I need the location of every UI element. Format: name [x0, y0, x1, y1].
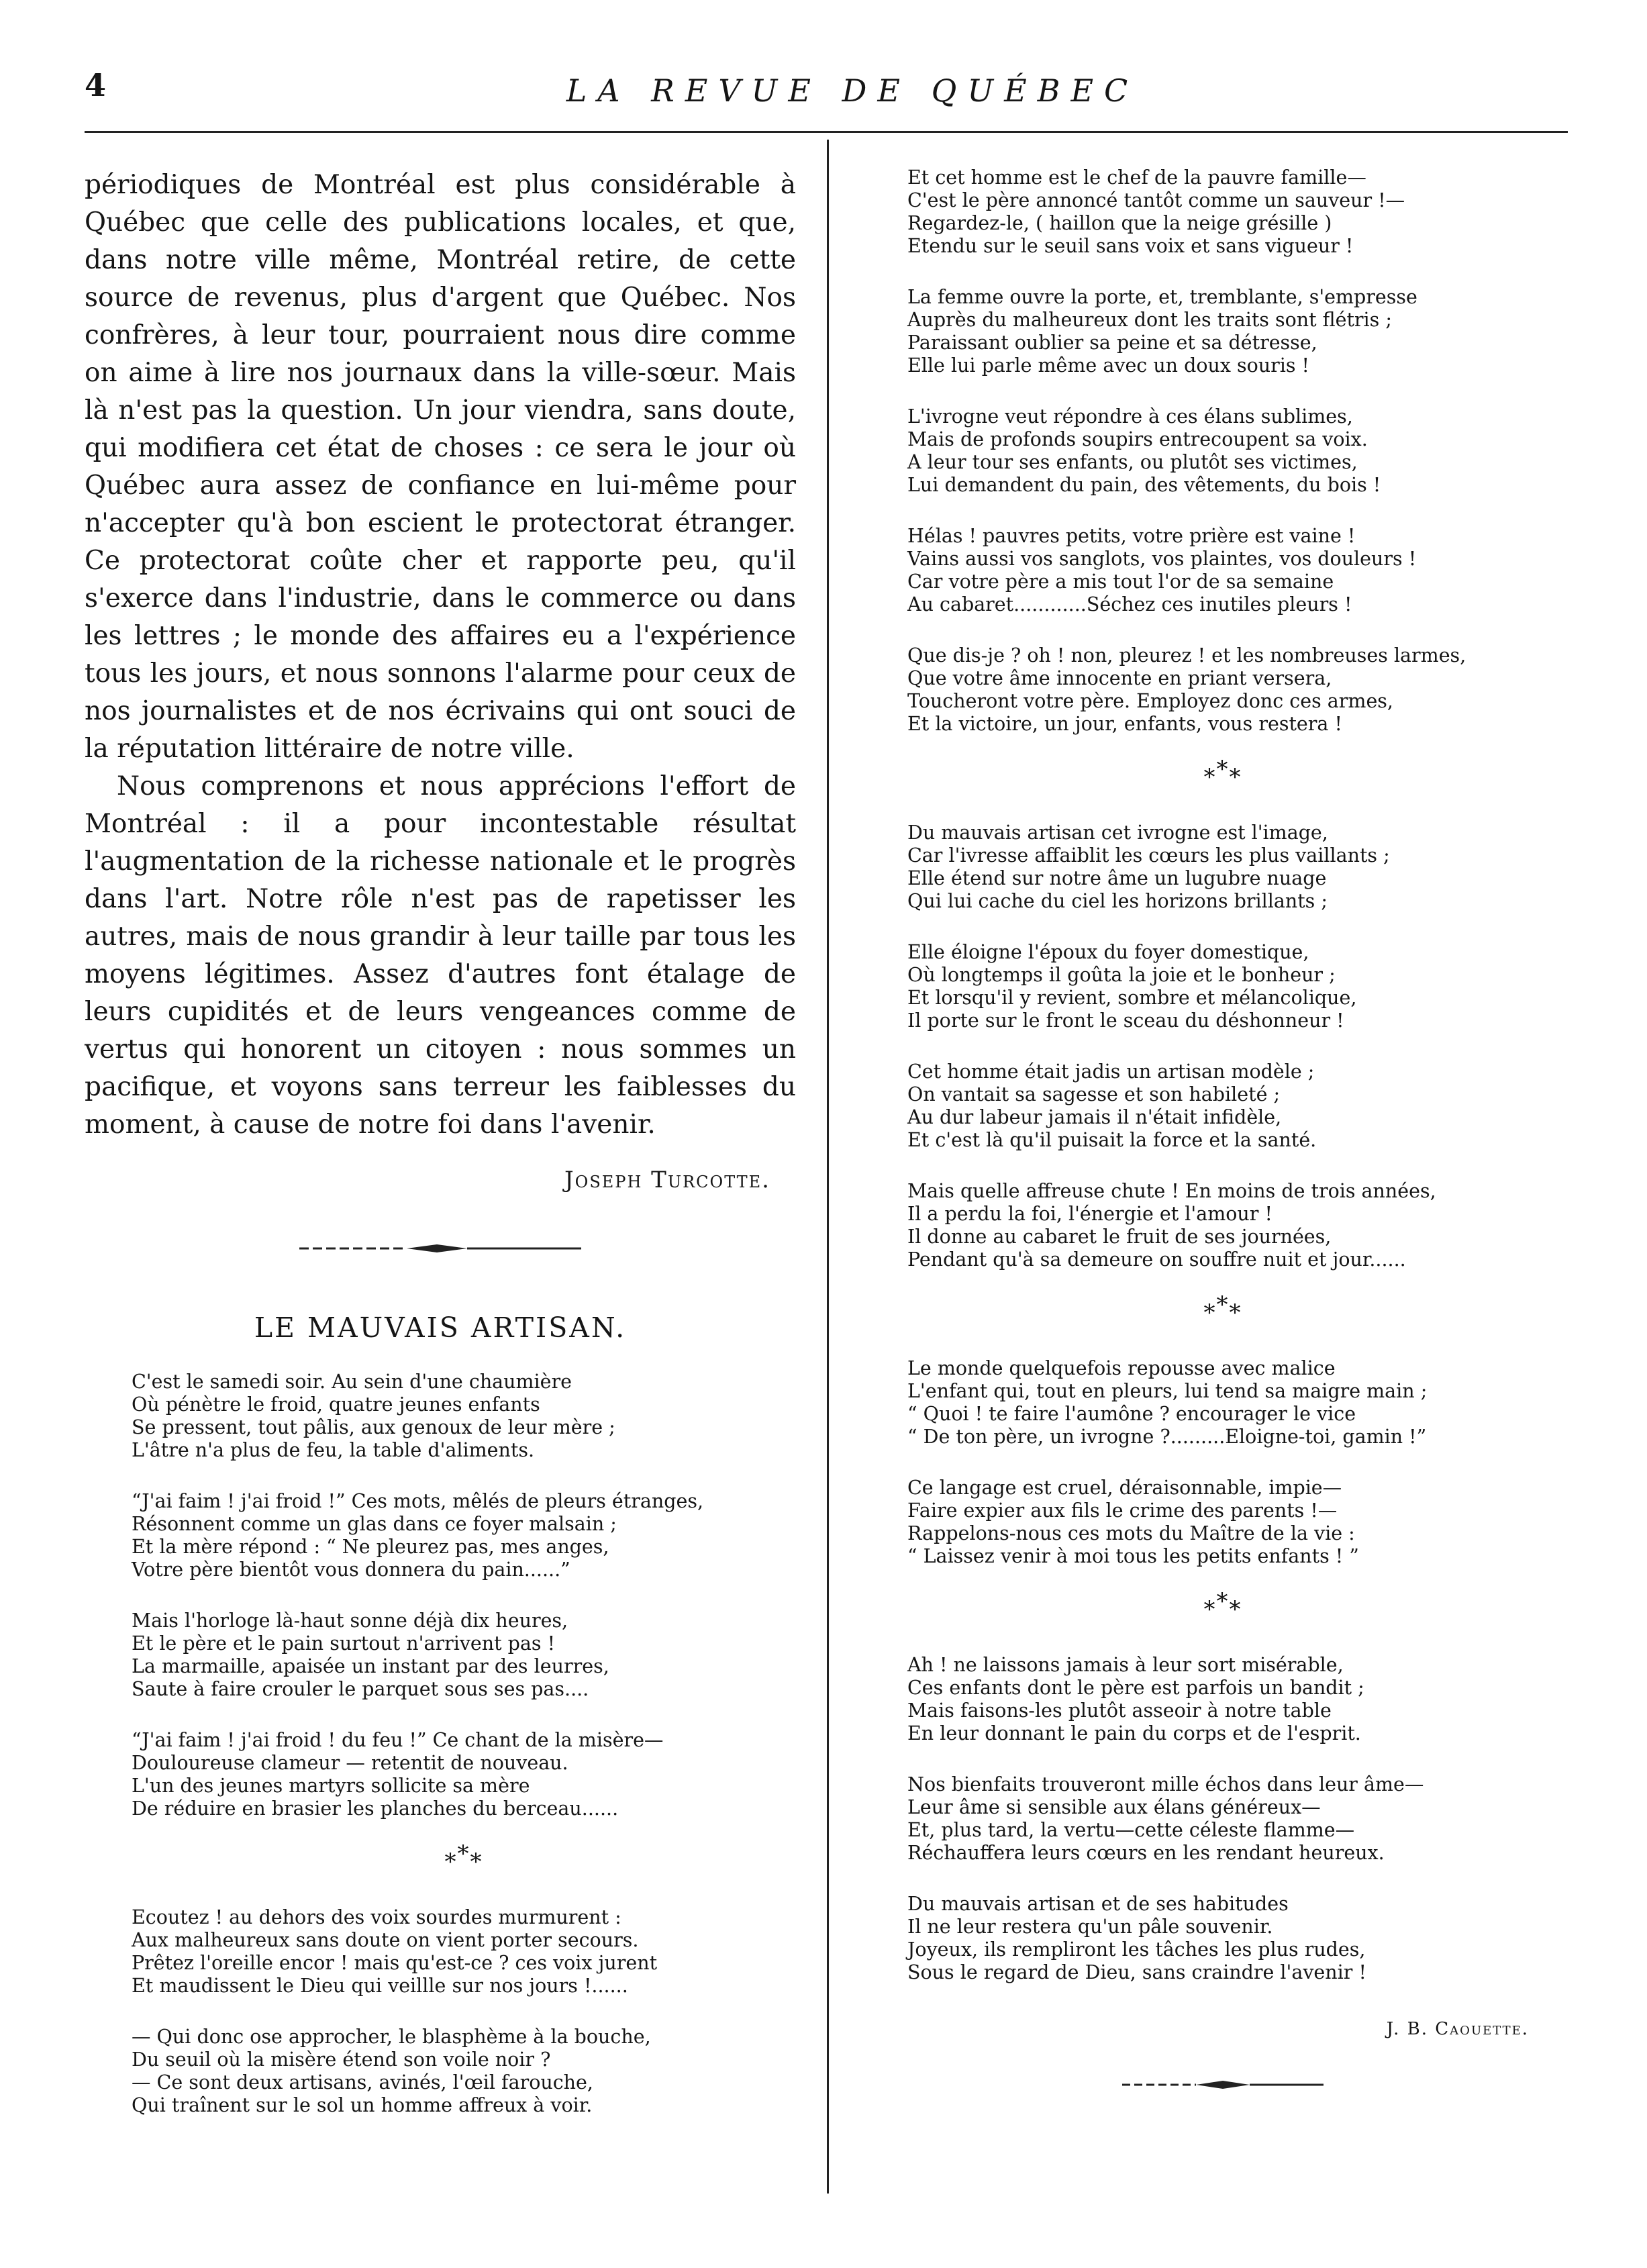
poem-line: Ah ! ne laissons jamais à leur sort misérable,	[907, 1654, 1344, 1676]
poem-line: Sous le regard de Dieu, sans craindre l'avenir !	[907, 1961, 1366, 1983]
poem-stanza	[132, 1906, 796, 1998]
poem-line: Saute à faire crouler le parquet sous ses pas....	[132, 1678, 589, 1700]
article-signature: Joseph Turcotte.	[564, 1167, 770, 1193]
poem-line: Se pressent, tout pâlis, aux genoux de leur mère ;	[132, 1416, 615, 1438]
poem-line: Elle lui parle même avec un doux souris !	[907, 354, 1310, 377]
poem-line: Mais quelle affreuse chute ! En moins de trois années,	[907, 1180, 1436, 1202]
poem-line: Où longtemps il goûta la joie et le bonheur ;	[907, 964, 1336, 986]
poem-line: “J'ai faim ! j'ai froid !” Ces mots, mêlés de pleurs étranges,	[132, 1490, 704, 1512]
poem-stanza	[907, 525, 1538, 616]
poem-line: — Ce sont deux artisans, avinés, l'œil farouche,	[132, 2071, 593, 2093]
poem-line: Que votre âme innocente en priant versera,	[907, 667, 1332, 689]
poem-stanza	[132, 1371, 796, 1462]
poem-line: — Qui donc ose approcher, le blasphème à la bouche,	[132, 2026, 651, 2048]
poem-line: De réduire en brasier les planches du berceau......	[132, 1797, 619, 1820]
poem-line: Et la mère répond : “ Ne pleurez pas, mes anges,	[132, 1536, 609, 1558]
poem-line: Ecoutez ! au dehors des voix sourdes murmurent :	[132, 1906, 621, 1928]
poem-line: Auprès du malheureux dont les traits sont flétris ;	[907, 309, 1392, 331]
asterism: ***	[1203, 1588, 1242, 1623]
poem-line: Le monde quelquefois repousse avec malice	[907, 1357, 1336, 1379]
poem-stanza	[907, 1180, 1538, 1271]
right-column	[907, 166, 1538, 2091]
poem-line: Il donne au cabaret le fruit de ses journées,	[907, 1226, 1332, 1248]
poem-line: Rappelons-nous ces mots du Maître de la vie :	[907, 1522, 1355, 1544]
poem-stanza	[907, 1773, 1538, 1865]
poem-line: Elle éloigne l'époux du foyer domestique,	[907, 941, 1309, 963]
poem-line: Au cabaret............Séchez ces inutiles pleurs !	[907, 593, 1352, 615]
poem-line: Et cet homme est le chef de la pauvre famille—	[907, 166, 1366, 189]
poem-line: Douloureuse clameur — retentit de nouveau.	[132, 1752, 568, 1774]
poem-line: Et, plus tard, la vertu—cette céleste flamme—	[907, 1819, 1355, 1841]
poem-line: Qui lui cache du ciel les horizons brillants ;	[907, 890, 1328, 912]
poem-line: Qui traînent sur le sol un homme affreux à voir.	[132, 2094, 593, 2116]
asterism: ***	[1203, 1291, 1242, 1326]
poem-line: Où pénètre le froid, quatre jeunes enfants	[132, 1393, 540, 1416]
poem-line: Faire expier aux fils le crime des parents !—	[907, 1499, 1338, 1522]
poem-stanza	[907, 1357, 1538, 1448]
poem-line: Regardez-le, ( haillon que la neige grésille )	[907, 212, 1332, 234]
poem-line: “ De ton père, un ivrogne ?.........Eloigne-toi, gamin !”	[907, 1426, 1427, 1448]
poem-line: En leur donnant le pain du corps et de l'esprit.	[907, 1722, 1361, 1744]
poem-line: L'ivrogne veut répondre à ces élans sublimes,	[907, 405, 1353, 428]
poem-stanza	[907, 1477, 1538, 1568]
poem-line: Etendu sur le seuil sans voix et sans vigueur !	[907, 235, 1354, 257]
poem-line: L'un des jeunes martyrs sollicite sa mère	[132, 1775, 530, 1797]
poem-line: Paraissant oublier sa peine et sa détresse,	[907, 332, 1317, 354]
poem-line: C'est le samedi soir. Au sein d'une chaumière	[132, 1371, 572, 1393]
poem-stanza	[907, 1893, 1538, 1984]
poem-line: Mais faisons-les plutôt asseoir à notre table	[907, 1699, 1332, 1722]
poem-line: La marmaille, apaisée un instant par des leurres,	[132, 1655, 609, 1677]
poem-stanza	[907, 166, 1538, 258]
poem-line: “ Laissez venir à moi tous les petits enfants ! ”	[907, 1545, 1359, 1567]
page-header	[0, 0, 1647, 141]
poem-line: Et le père et le pain surtout n'arrivent pas !	[132, 1632, 556, 1655]
poem-line: Ces enfants dont le père est parfois un bandit ;	[907, 1677, 1364, 1699]
poem-line: Vains aussi vos sanglots, vos plaintes, vos douleurs !	[907, 548, 1417, 570]
article-paragraph: périodiques de Montréal est plus considérable à Québec que celle des publications locales, et que, dans notre ville même, Montréal retire, de cette source de revenus, plus d'argent que Québec. Nos confrères, à leur tour, pourraient nous dire comme on aime à lire nos journaux dans la ville-sœur. Mais là n'est pas la question. Un jour viendra, sans doute, qui modifiera cet état de choses : ce sera le jour où Québec aura assez de confiance en lui-même pour n'accepter qu'à bon escient le protectorat étranger. Ce protectorat coûte cher et rapporte peu, qu'il s'exerce dans l'industrie, dans le commerce ou dans les lettres ; le monde des affaires eu a l'expérience tous les jours, et nous sonnons l'alarme pour ceux de nos journalistes et de nos écrivains qui ont souci de la réputation littéraire de notre ville.	[85, 170, 796, 764]
poem-line: Car l'ivresse affaiblit les cœurs les plus vaillants ;	[907, 844, 1390, 867]
page-number: 4	[85, 67, 107, 103]
poem-stanza	[132, 1610, 796, 1701]
poem-line: Leur âme si sensible aux élans généreux—	[907, 1796, 1321, 1818]
poem-line: Du seuil où la misère étend son voile noir ?	[132, 2049, 551, 2071]
poem-line: C'est le père annoncé tantôt comme un sauveur !—	[907, 189, 1405, 211]
poem-line: Et c'est là qu'il puisait la force et la santé.	[907, 1129, 1317, 1151]
poem-line: Cet homme était jadis un artisan modèle ;	[907, 1061, 1315, 1083]
journal-title: LA REVUE DE QUÉBEC	[566, 72, 1139, 109]
poem-stanza	[907, 1654, 1538, 1745]
poem-line: Il ne leur restera qu'un pâle souvenir.	[907, 1916, 1273, 1938]
poem-line: Du mauvais artisan cet ivrogne est l'image,	[907, 822, 1328, 844]
poem-line: Mais l'horloge là-haut sonne déjà dix heures,	[132, 1610, 568, 1632]
poem-stanza	[132, 1490, 796, 1581]
poem-line: “ Quoi ! te faire l'aumône ? encourager le vice	[907, 1403, 1356, 1425]
poem-stanza	[907, 822, 1538, 913]
poem-line: Lui demandent du pain, des vêtements, du bois !	[907, 474, 1381, 496]
poem-line: Que dis-je ? oh ! non, pleurez ! et les nombreuses larmes,	[907, 644, 1466, 667]
poem-line: Aux malheureux sans doute on vient porter secours.	[132, 1929, 639, 1951]
poem-right-column	[907, 166, 1538, 1984]
poem-line: On vantait sa sagesse et son habileté ;	[907, 1083, 1281, 1105]
poem-stanza	[907, 941, 1538, 1032]
article-paragraph: Nous comprenons et nous apprécions l'effort de Montréal : il a pour incontestable résultat l'augmentation de la richesse nationale et le progrès dans l'art. Notre rôle n'est pas de rapetisser les autres, mais de nous grandir à leur taille par tous les moyens légitimes. Assez d'autres font étalage de leurs cupidités et de leurs vengeances comme de vertus qui honorent un citoyen : nous sommes un pacifique, et voyons sans terreur les faiblesses du moment, à cause de notre foi dans l'avenir.	[85, 771, 796, 1140]
poem-line: Et la victoire, un jour, enfants, vous restera !	[907, 713, 1342, 735]
poem-line: Joyeux, ils rempliront les tâches les plus rudes,	[907, 1938, 1366, 1961]
poem-line: Toucheront votre père. Employez donc ces armes,	[907, 690, 1393, 712]
poem-line: Votre père bientôt vous donnera du pain......”	[132, 1559, 570, 1581]
poem-line: Pendant qu'à sa demeure on souffre nuit et jour......	[907, 1248, 1406, 1271]
poem-line: Résonnent comme un glas dans ce foyer malsain ;	[132, 1513, 617, 1535]
poem-line: Et lorsqu'il y revient, sombre et mélancolique,	[907, 987, 1357, 1009]
poem-line: L'âtre n'a plus de feu, la table d'aliments.	[132, 1439, 535, 1461]
poem-line: A leur tour ses enfants, ou plutôt ses victimes,	[907, 451, 1358, 473]
ornament-divider	[1122, 2078, 1324, 2091]
left-column	[85, 166, 796, 2117]
poem-line: Ce langage est cruel, déraisonnable, impie—	[907, 1477, 1342, 1499]
poem-line: Car votre père a mis tout l'or de sa semaine	[907, 571, 1334, 593]
poem-line: Prêtez l'oreille encor ! mais qu'est-ce ? ces voix jurent	[132, 1952, 658, 1974]
poem-line: Elle étend sur notre âme un lugubre nuage	[907, 867, 1327, 889]
asterism: ***	[444, 1840, 483, 1875]
poem-signature: J. B. Caouette.	[1386, 2019, 1529, 2039]
poem-stanza	[132, 2026, 796, 2117]
ornament-divider	[299, 1242, 581, 1255]
poem-stanza	[907, 644, 1538, 736]
poem-title: LE MAUVAIS ARTISAN.	[254, 1312, 627, 1344]
poem-line: Hélas ! pauvres petits, votre prière est vaine !	[907, 525, 1356, 547]
poem-line: Mais de profonds soupirs entrecoupent sa voix.	[907, 428, 1368, 450]
poem-line: La femme ouvre la porte, et, tremblante, s'empresse	[907, 286, 1417, 308]
poem-line: Nos bienfaits trouveront mille échos dans leur âme—	[907, 1773, 1424, 1795]
poem-stanza	[907, 405, 1538, 497]
poem-line: L'enfant qui, tout en pleurs, lui tend sa maigre main ;	[907, 1380, 1428, 1402]
poem-line: Il a perdu la foi, l'énergie et l'amour !	[907, 1203, 1272, 1225]
poem-line: Au dur labeur jamais il n'était infidèle,	[907, 1106, 1282, 1128]
poem-stanza	[907, 286, 1538, 377]
poem-line: Et maudissent le Dieu qui veillle sur nos jours !......	[132, 1975, 628, 1997]
poem-left-column	[85, 1371, 796, 2117]
column-divider	[827, 140, 829, 2193]
poem-stanza	[132, 1729, 796, 1820]
poem-line: “J'ai faim ! j'ai froid ! du feu !” Ce chant de la misère—	[132, 1729, 664, 1751]
poem-stanza	[907, 1061, 1538, 1152]
header-rule	[85, 131, 1568, 133]
poem-line: Il porte sur le front le sceau du déshonneur !	[907, 1009, 1344, 1032]
poem-line: Du mauvais artisan et de ses habitudes	[907, 1893, 1289, 1915]
poem-line: Réchauffera leurs cœurs en les rendant heureux.	[907, 1842, 1385, 1864]
asterism: ***	[1203, 756, 1242, 791]
article-body	[85, 166, 796, 1144]
